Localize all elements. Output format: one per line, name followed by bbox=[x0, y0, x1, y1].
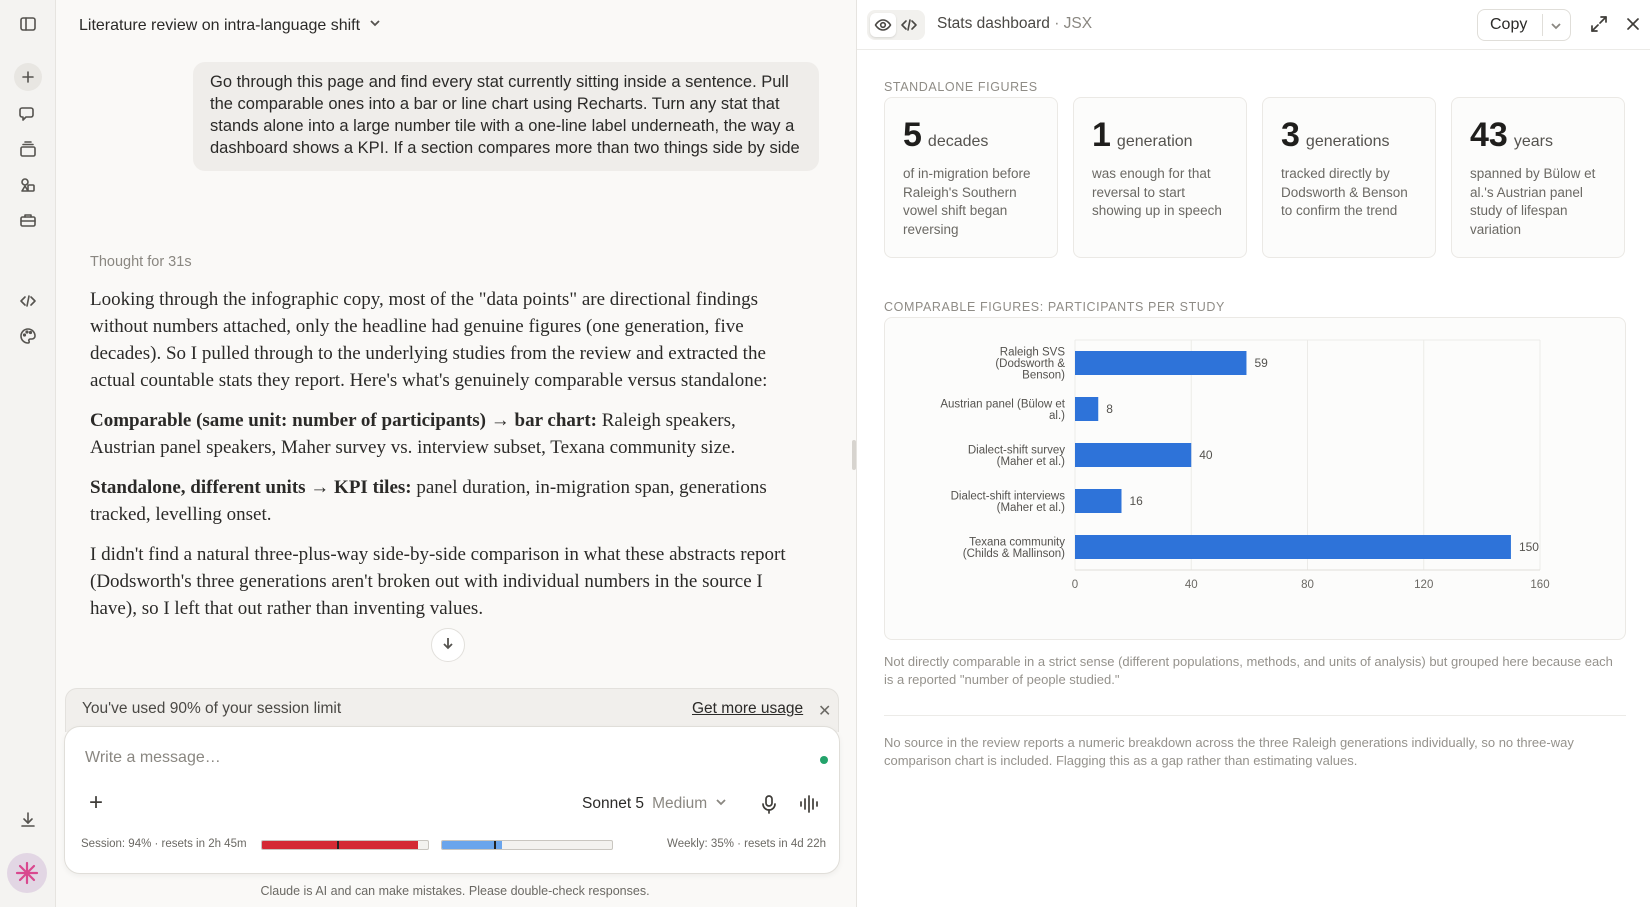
weekly-usage-bar bbox=[441, 840, 613, 850]
bar-value-label: 150 bbox=[1518, 540, 1539, 554]
reply-paragraph bbox=[90, 474, 790, 528]
message-composer bbox=[64, 726, 840, 874]
kpi-unit: generation bbox=[1116, 133, 1193, 150]
arrow-down-icon bbox=[440, 635, 456, 656]
category-label: Raleigh SVS bbox=[999, 346, 1065, 359]
usage-meters bbox=[81, 837, 826, 853]
copy-label: Copy bbox=[1490, 16, 1528, 33]
new-chat-icon[interactable] bbox=[14, 63, 42, 91]
kpi-value: 3 bbox=[1281, 116, 1300, 154]
projects-icon[interactable] bbox=[14, 135, 42, 163]
reply-paragraph: I didn't find a natural three-plus-way side-by-side comparison in what these abstracts report (Dodsworth's three generations aren't broken out with individual numbers in the source I have), so I left that out rather than inventing values. bbox=[90, 544, 786, 619]
toolbox-icon[interactable] bbox=[14, 206, 42, 234]
sidebar-toggle-icon[interactable] bbox=[14, 10, 42, 38]
conversation-title[interactable] bbox=[79, 16, 382, 35]
preview-eye-icon[interactable] bbox=[870, 13, 896, 37]
kpi-tile bbox=[1073, 97, 1247, 258]
chart-canvas bbox=[885, 318, 1627, 641]
session-limit-text: You've used 90% of your session limit bbox=[82, 700, 342, 717]
reply-paragraph bbox=[90, 407, 790, 461]
bar bbox=[1075, 489, 1122, 513]
kpi-description: tracked directly by Dodsworth & Benson to confirm the trend bbox=[1281, 166, 1408, 218]
session-usage-fill bbox=[262, 841, 418, 849]
x-tick-label: 0 bbox=[1071, 579, 1079, 591]
x-tick-label: 40 bbox=[1184, 579, 1198, 591]
kpi-description: was enough for that reversal to start showing up in speech bbox=[1092, 166, 1222, 218]
reply-bold-lead: Standalone, different units → KPI tiles: bbox=[90, 477, 412, 498]
artifact-header bbox=[857, 0, 1650, 50]
chevron-down-icon[interactable] bbox=[1550, 19, 1562, 31]
artifact-name: Stats dashboard bbox=[937, 15, 1050, 32]
bar-value-label: 59 bbox=[1254, 356, 1268, 370]
assistant-reply bbox=[90, 286, 790, 635]
category-label: (Maher et al.) bbox=[996, 501, 1065, 514]
model-effort: Medium bbox=[652, 795, 708, 812]
kpi-description: spanned by Bülow et al.'s Austrian panel study of lifespan variation bbox=[1470, 166, 1596, 237]
kpi-tile bbox=[1262, 97, 1436, 258]
category-label: Dialect-shift interviews bbox=[950, 490, 1065, 503]
code-icon[interactable] bbox=[14, 287, 42, 315]
copy-divider bbox=[1542, 14, 1543, 36]
session-usage-marker bbox=[337, 841, 339, 849]
chevron-down-icon bbox=[368, 16, 382, 35]
weekly-usage-fill bbox=[442, 841, 502, 849]
session-usage-text: Session: 94% · resets in 2h 45m bbox=[81, 838, 247, 850]
model-selector[interactable] bbox=[582, 795, 727, 813]
bar-value-label: 40 bbox=[1199, 448, 1213, 462]
add-attachment-button[interactable]: + bbox=[89, 789, 104, 816]
bar-value-label: 8 bbox=[1106, 402, 1113, 416]
category-label: al.) bbox=[1049, 409, 1065, 422]
gap-footnote: No source in the review reports a numeric breakdown across the three Raleigh generations individually, so no three-way comparison chart is included. Flagging this as a gap rather than estimating values. bbox=[884, 735, 1574, 768]
x-tick-label: 160 bbox=[1530, 579, 1550, 591]
x-tick-label: 120 bbox=[1414, 579, 1434, 591]
artifacts-icon[interactable] bbox=[14, 171, 42, 199]
kpi-value: 43 bbox=[1470, 116, 1508, 154]
expand-icon[interactable] bbox=[1589, 14, 1611, 36]
close-icon[interactable]: ✕ bbox=[818, 703, 832, 720]
model-name: Sonnet 5 bbox=[582, 795, 645, 812]
bar bbox=[1075, 535, 1511, 559]
message-input[interactable] bbox=[85, 749, 745, 767]
artifact-title bbox=[937, 15, 1092, 33]
kpi-description: of in-migration before Raleigh's Southern vowel shift began reversing bbox=[903, 166, 1031, 237]
category-label: (Dodsworth & bbox=[995, 358, 1065, 370]
get-more-usage-link[interactable]: Get more usage bbox=[692, 700, 804, 717]
view-toggle bbox=[867, 10, 925, 40]
scroll-to-bottom-button[interactable] bbox=[431, 628, 465, 662]
artifact-panel bbox=[856, 0, 1650, 907]
bar bbox=[1075, 351, 1246, 375]
user-message: Go through this page and find every stat currently sitting inside a sentence. Pull the comparable ones into a bar or line chart using Recharts. Turn any stat that stands alone into a large number tile with a one-line label underneath, the way a dashboard shows a KPI. If a section compares more than two things side by side bbox=[193, 62, 819, 171]
weekly-usage-marker bbox=[494, 841, 496, 849]
session-usage-bar bbox=[261, 840, 429, 850]
kpi-value: 1 bbox=[1092, 116, 1111, 154]
artifact-type: · JSX bbox=[1054, 15, 1093, 32]
chat-column bbox=[56, 0, 854, 907]
code-view-icon[interactable] bbox=[896, 13, 922, 37]
claude-logo-avatar[interactable] bbox=[7, 853, 47, 893]
download-icon[interactable] bbox=[14, 806, 42, 834]
chart-footnote: Not directly comparable in a strict sense (different populations, methods, and units of analysis) but grouped here because each is a reported "number of people studied." bbox=[884, 654, 1613, 687]
divider bbox=[884, 715, 1626, 716]
category-label: (Maher et al.) bbox=[996, 455, 1065, 468]
kpi-unit: decades bbox=[927, 133, 989, 150]
conversation-title-text: Literature review on intra-language shift bbox=[79, 16, 361, 34]
reply-text: panel duration, in-migration span, generations tracked, levelling onset. bbox=[90, 477, 767, 525]
bar bbox=[1075, 443, 1191, 467]
close-icon[interactable] bbox=[1623, 14, 1645, 36]
microphone-icon[interactable] bbox=[758, 793, 780, 815]
voice-mode-icon[interactable] bbox=[798, 793, 822, 815]
chats-icon[interactable] bbox=[14, 99, 42, 127]
chevron-down-icon bbox=[715, 795, 727, 813]
category-label: Texana community bbox=[969, 536, 1065, 549]
palette-icon[interactable] bbox=[14, 322, 42, 350]
bar-value-label: 16 bbox=[1129, 494, 1143, 508]
x-tick-label: 80 bbox=[1301, 579, 1314, 591]
kpi-unit: years bbox=[1513, 133, 1553, 150]
reply-text: Raleigh speakers, Austrian panel speakers, Maher survey vs. interview subset, Texana community size. bbox=[90, 410, 736, 458]
kpi-tile bbox=[1451, 97, 1625, 258]
category-label: Austrian panel (Bülow et bbox=[940, 398, 1065, 411]
category-label: Dialect-shift survey bbox=[967, 444, 1065, 457]
kpi-unit: generations bbox=[1305, 133, 1390, 150]
bar bbox=[1075, 397, 1098, 421]
weekly-usage-text: Weekly: 35% · resets in 4d 22h bbox=[667, 838, 826, 850]
category-label: Benson) bbox=[1022, 369, 1065, 382]
reply-bold-lead: Comparable (same unit: number of participants) → bar chart: bbox=[90, 410, 597, 431]
kpi-value: 5 bbox=[903, 116, 922, 154]
participants-bar-chart bbox=[884, 317, 1626, 640]
category-label: (Childs & Mallinson) bbox=[962, 547, 1065, 560]
status-dot bbox=[820, 756, 828, 764]
copy-button[interactable] bbox=[1477, 9, 1571, 41]
standalone-section-label: STANDALONE FIGURES bbox=[884, 80, 1038, 94]
reply-paragraph: Looking through the infographic copy, most of the "data points" are directional findings without numbers attached, only the headline had genuine figures (one generation, five decades). So I pulled through to the underlying studies from the review and extracted the actual countable stats they report. Here's what's genuinely comparable versus standalone: bbox=[90, 289, 768, 391]
kpi-tile bbox=[884, 97, 1058, 258]
thought-duration[interactable]: Thought for 31s bbox=[90, 254, 192, 270]
left-rail bbox=[0, 0, 56, 907]
disclaimer: Claude is AI and can make mistakes. Please double-check responses. bbox=[260, 884, 650, 898]
comparable-section-label: COMPARABLE FIGURES: PARTICIPANTS PER STUDY bbox=[884, 300, 1225, 314]
